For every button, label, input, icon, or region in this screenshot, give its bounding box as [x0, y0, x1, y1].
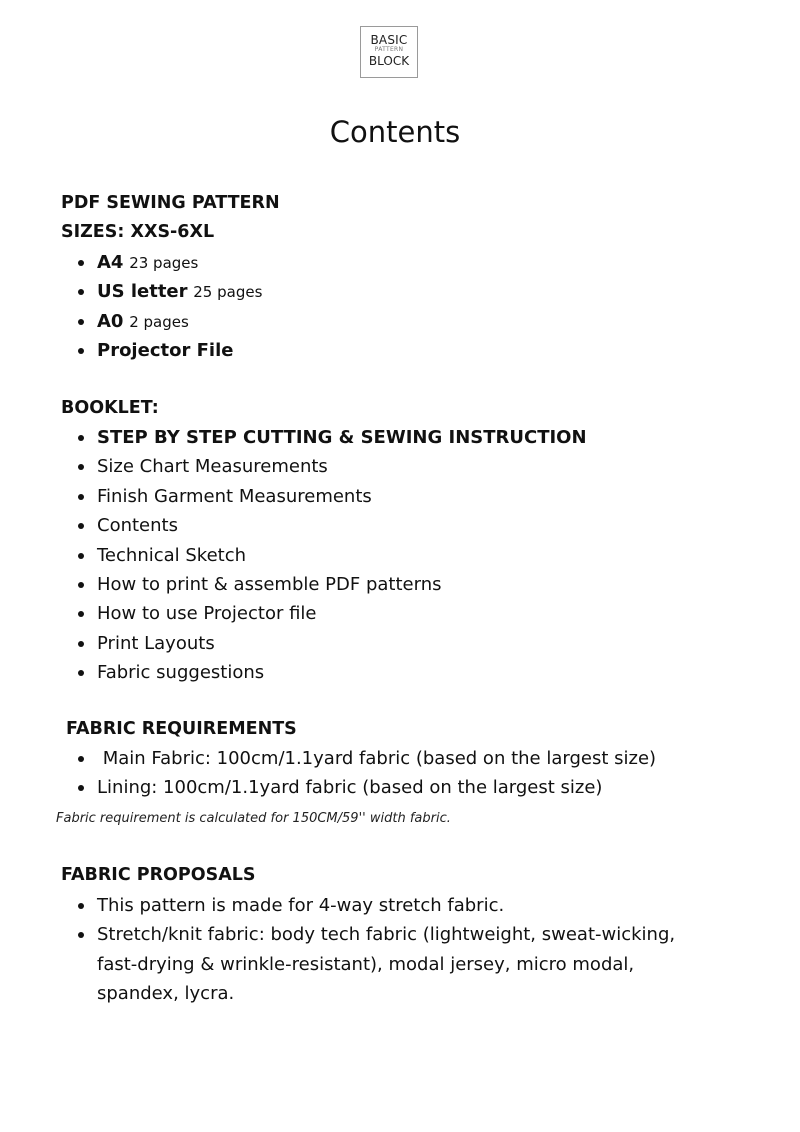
list-item: How to print & assemble PDF patterns: [0, 570, 587, 599]
brand-logo: [360, 26, 418, 78]
format-label: Projector File: [97, 340, 234, 362]
format-label: A4: [97, 252, 124, 273]
list-item: Finish Garment Measurements: [0, 482, 587, 511]
logo-text-block: BLOCK: [368, 54, 410, 68]
list-item: Print Layouts: [0, 629, 587, 658]
fabric-requirements-heading: FABRIC REQUIREMENTS: [66, 719, 297, 739]
list-item: Contents: [0, 511, 587, 540]
format-label: A0: [97, 310, 124, 332]
format-detail: 25 pages: [193, 283, 263, 302]
logo-text-pattern: PATTERN: [374, 46, 404, 53]
format-detail: 2 pages: [129, 312, 189, 331]
logo-text-basic: BASIC: [370, 33, 408, 47]
list-item: Size Chart Measurements: [0, 452, 587, 481]
list-item: [0, 277, 262, 306]
page-title: Contents: [329, 115, 461, 149]
list-item: How to use Projector file: [0, 599, 587, 628]
format-label: US letter: [97, 281, 188, 303]
fabric-width-note: Fabric requirement is calculated for 150CM/59'' width fabric.: [56, 811, 451, 826]
list-item: This pattern is made for 4-way stretch fabric.: [0, 891, 717, 920]
list-item: Main Fabric: 100cm/1.1yard fabric (based on the largest size): [0, 744, 656, 773]
list-item: Stretch/knit fabric: body tech fabric (lightweight, sweat-wicking, fast-drying & wrinkle-resistant), modal jersey, micro modal, spandex, lycra.: [0, 920, 717, 1009]
format-detail: 23 pages: [129, 254, 199, 272]
list-item: STEP BY STEP CUTTING & SEWING INSTRUCTION: [0, 423, 587, 452]
booklet-heading: BOOKLET:: [61, 398, 159, 418]
booklet-list: [0, 423, 587, 688]
pdf-format-list: [0, 248, 262, 366]
fabric-requirements-list: [0, 744, 656, 803]
list-item: Lining: 100cm/1.1yard fabric (based on the largest size): [0, 773, 656, 802]
list-item: Technical Sketch: [0, 541, 587, 570]
pdf-pattern-heading: PDF SEWING PATTERN: [61, 193, 280, 213]
list-item: Fabric suggestions: [0, 658, 587, 687]
list-item: [0, 248, 262, 277]
fabric-proposals-heading: FABRIC PROPOSALS: [61, 865, 256, 885]
list-item: [0, 307, 262, 336]
list-item: [0, 336, 262, 365]
sizes-heading: SIZES: XXS-6XL: [61, 222, 215, 242]
fabric-proposals-list: [0, 891, 717, 1009]
